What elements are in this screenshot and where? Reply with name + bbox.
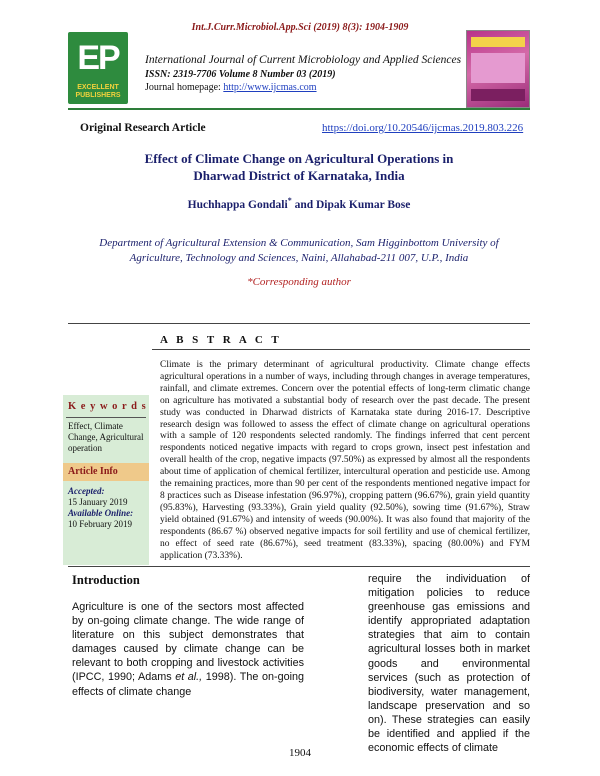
abstract-heading-rule — [152, 349, 530, 350]
journal-cover-image — [466, 30, 530, 108]
article-dates — [68, 486, 152, 530]
left-paragraph: Agriculture is one of the sectors most affected by on-going climate change. The wide range of literature on this subject demonstrates that damages caused by climate change can be relevant to both cropping and livestock activities (IPCC, 1990; Adams — [72, 601, 304, 684]
left-paragraph-end: 1998). The on-going effects of climate change — [72, 671, 304, 698]
accepted-date: 15 January 2019 — [68, 497, 128, 507]
body-column-right: require the individuation of mitigation policies to reduce greenhouse gas emissions and identify appropriated adaptation strategies that aim to contain agricultural losses both in market goods and environmental services (such as protection of biodiversity, water management, landscape preservation and so on). These strategies can easily be identified and applied if the economic effects of climate — [368, 573, 530, 755]
author-1: Huchhappa Gondali — [187, 198, 288, 211]
article-title — [68, 150, 530, 184]
doi-link[interactable]: https://doi.org/10.20546/ijcmas.2019.803.226 — [322, 122, 524, 134]
author-2: and Dipak Kumar Bose — [291, 198, 411, 211]
affiliation: Department of Agricultural Extension & Communication, Sam Higginbottom University of Agriculture, Technology and Sciences, Naini, Allahabad-211 007, U.P., India — [99, 237, 499, 264]
article-info-title: Article Info — [68, 466, 118, 477]
header-divider — [68, 108, 530, 110]
cover-title-band — [471, 37, 525, 47]
homepage-label: Journal homepage: — [145, 82, 224, 93]
title-line-1: Effect of Climate Change on Agricultural Operations in — [144, 151, 454, 166]
keywords-title: K e y w o r d s — [68, 401, 147, 412]
title-line-2: Dharwad District of Karnataka, India — [193, 168, 405, 183]
body-column-left — [72, 600, 304, 699]
logo-subtitle: EXCELLENT PUBLISHERS — [75, 84, 121, 99]
accepted-label: Accepted: — [68, 486, 105, 496]
homepage-link[interactable]: http://www.ijcmas.com — [223, 82, 317, 93]
introduction-heading: Introduction — [72, 573, 140, 587]
abstract-text: Climate is the primary determinant of agricultural productivity. Climate change effects agricultural operations in a number of ways, including through changes in average temperatures, rainfall, and climate extremes. Concern over the potential effects of long-term climatic change on agriculture has motivated a substantial body of research over the past decade. The present study was conducted in Dharwad districts of Karnataka state during 2016-17. Descriptive research design was followed to assess the effect of climate change on agricultural operations with a sample of 120 respondents selected randomly. The findings inferred that cent percent respondents noticed negative impacts with regard to crops grown, insect pest infestation and overall health of the crop, negative impacts (97.50%) as expressed by almost all the respondents about time of application of chemical fertilizer, intercultural operation and pesticide use. Among the remaining practices, more than 90 per cent of the respondents mentioned negative impact for 8 practices such as Disease infestation (96.97%), cropping pattern (96.67%), grain yield quantity (95.83%), Harvesting (93.33%), Grain yield quality (92.50%), sowing time (91.67%), Straw yield obtained (91.67%) and intensity of weeds (90.00%). It was also found that majority of the respondents (86.67 %) observed negative impacts for soil fertility and use of chemical fertilizer, no effect of seed rate (86.67%), seed treatment (83.33%), spacing (80.00%) and FYM application (73.33%). — [160, 360, 530, 561]
logo-letters: EP — [77, 39, 119, 77]
abstract-bottom-rule — [68, 566, 530, 567]
page-number: 1904 — [289, 747, 311, 759]
issn-volume: ISSN: 2319-7706 Volume 8 Number 03 (2019) — [145, 69, 336, 80]
online-date: 10 February 2019 — [68, 519, 132, 529]
abstract-heading: A B S T R A C T — [160, 334, 282, 346]
keywords-rule — [66, 417, 146, 418]
online-label: Available Online: — [68, 508, 134, 518]
running-head: Int.J.Curr.Microbiol.App.Sci (2019) 8(3): 1904-1909 — [191, 22, 409, 33]
authors — [68, 196, 530, 211]
publisher-logo — [68, 32, 128, 104]
article-type: Original Research Article — [80, 122, 206, 134]
journal-name: International Journal of Current Microbiology and Applied Sciences — [145, 54, 462, 66]
left-paragraph-em: et al., — [175, 671, 203, 684]
abstract-top-rule — [68, 323, 530, 324]
corresponding-mark: * — [287, 196, 292, 205]
cover-middle-band — [471, 53, 525, 83]
corresponding-author-note: *Corresponding author — [247, 276, 351, 288]
keywords-list: Effect, Climate Change, Agricultural operation — [68, 421, 144, 453]
cover-footer-band — [471, 89, 525, 101]
journal-homepage — [145, 82, 317, 93]
